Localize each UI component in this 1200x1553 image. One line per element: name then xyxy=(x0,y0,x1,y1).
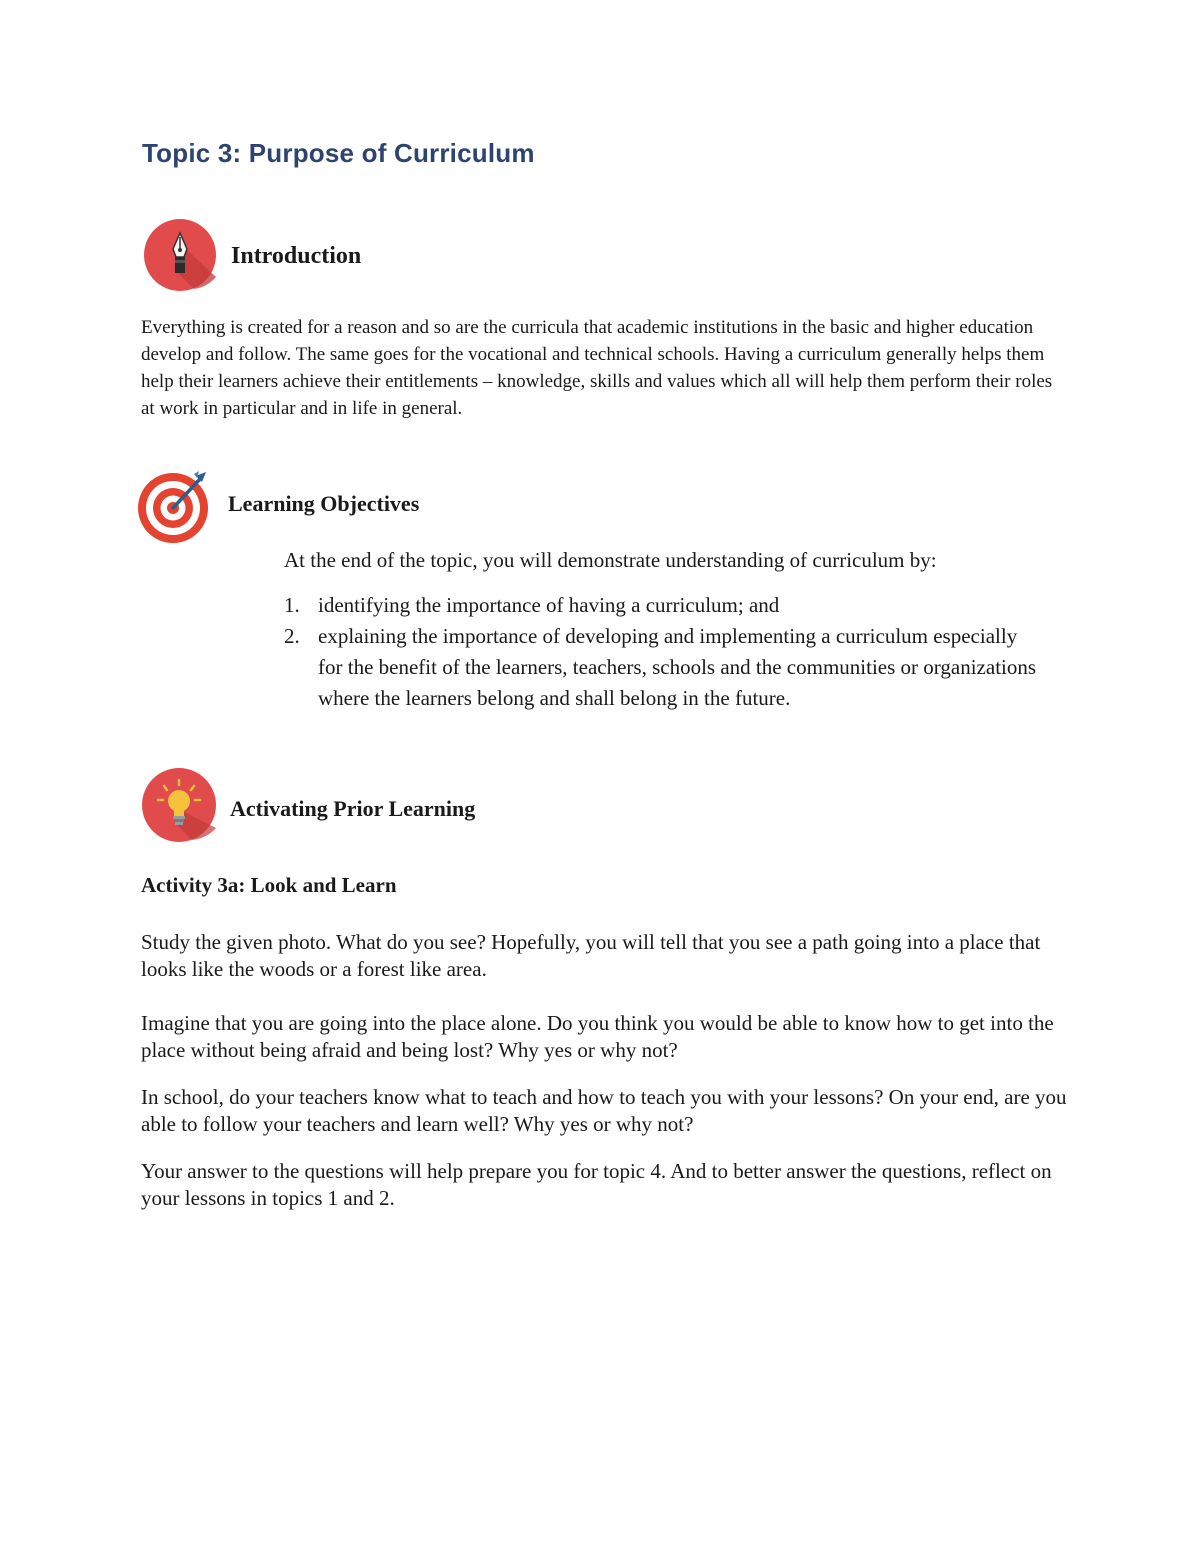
page-title: Topic 3: Purpose of Curriculum xyxy=(142,138,535,168)
activity-title: Activity 3a: Look and Learn xyxy=(141,873,397,897)
fountain-pen-icon xyxy=(144,219,216,291)
lightbulb-icon xyxy=(142,768,216,842)
list-item xyxy=(284,621,1044,714)
activity-paragraph: Your answer to the questions will help prepare you for topic 4. And to better answer the questions, reflect on your lessons in topics 1 and 2. xyxy=(141,1159,1052,1210)
activity-paragraph: In school, do your teachers know what to teach and how to teach you with your lessons? On your end, are you able to follow your teachers and learn well? Why yes or why not? xyxy=(141,1085,1067,1136)
activity-paragraph: Study the given photo. What do you see? Hopefully, you will tell that you see a path going into a place that looks like the woods or a forest like area. xyxy=(141,930,1041,981)
list-item-text: identifying the importance of having a curriculum; and xyxy=(318,593,780,617)
introduction-heading: Introduction xyxy=(231,243,362,269)
target-dart-icon xyxy=(136,470,212,544)
list-item xyxy=(284,590,1044,621)
introduction-paragraph: Everything is created for a reason and so are the curricula that academic institutions in the basic and higher education develop and follow. The same goes for the vocational and technical schools. Having a curriculum generally helps them help their learners achieve their entitlements – knowledge, skills and values which all will help them perform their roles at work in particular and in life in general. xyxy=(141,317,1053,419)
list-item-number: 2. xyxy=(284,624,300,648)
list-item-number: 1. xyxy=(284,593,300,617)
list-item-text: explaining the importance of developing and implementing a curriculum especially for the benefit of the learners, teachers, schools and the communities or organizations where the learners belong and shall belong in the future. xyxy=(318,624,1037,710)
objectives-list xyxy=(284,590,1044,714)
objectives-lead: At the end of the topic, you will demonstrate understanding of curriculum by: xyxy=(284,548,937,572)
activity-paragraph: Imagine that you are going into the place alone. Do you think you would be able to know how to get into the place without being afraid and being lost? Why yes or why not? xyxy=(141,1011,1054,1062)
prior-learning-heading: Activating Prior Learning xyxy=(230,796,476,821)
objectives-heading: Learning Objectives xyxy=(228,491,420,516)
